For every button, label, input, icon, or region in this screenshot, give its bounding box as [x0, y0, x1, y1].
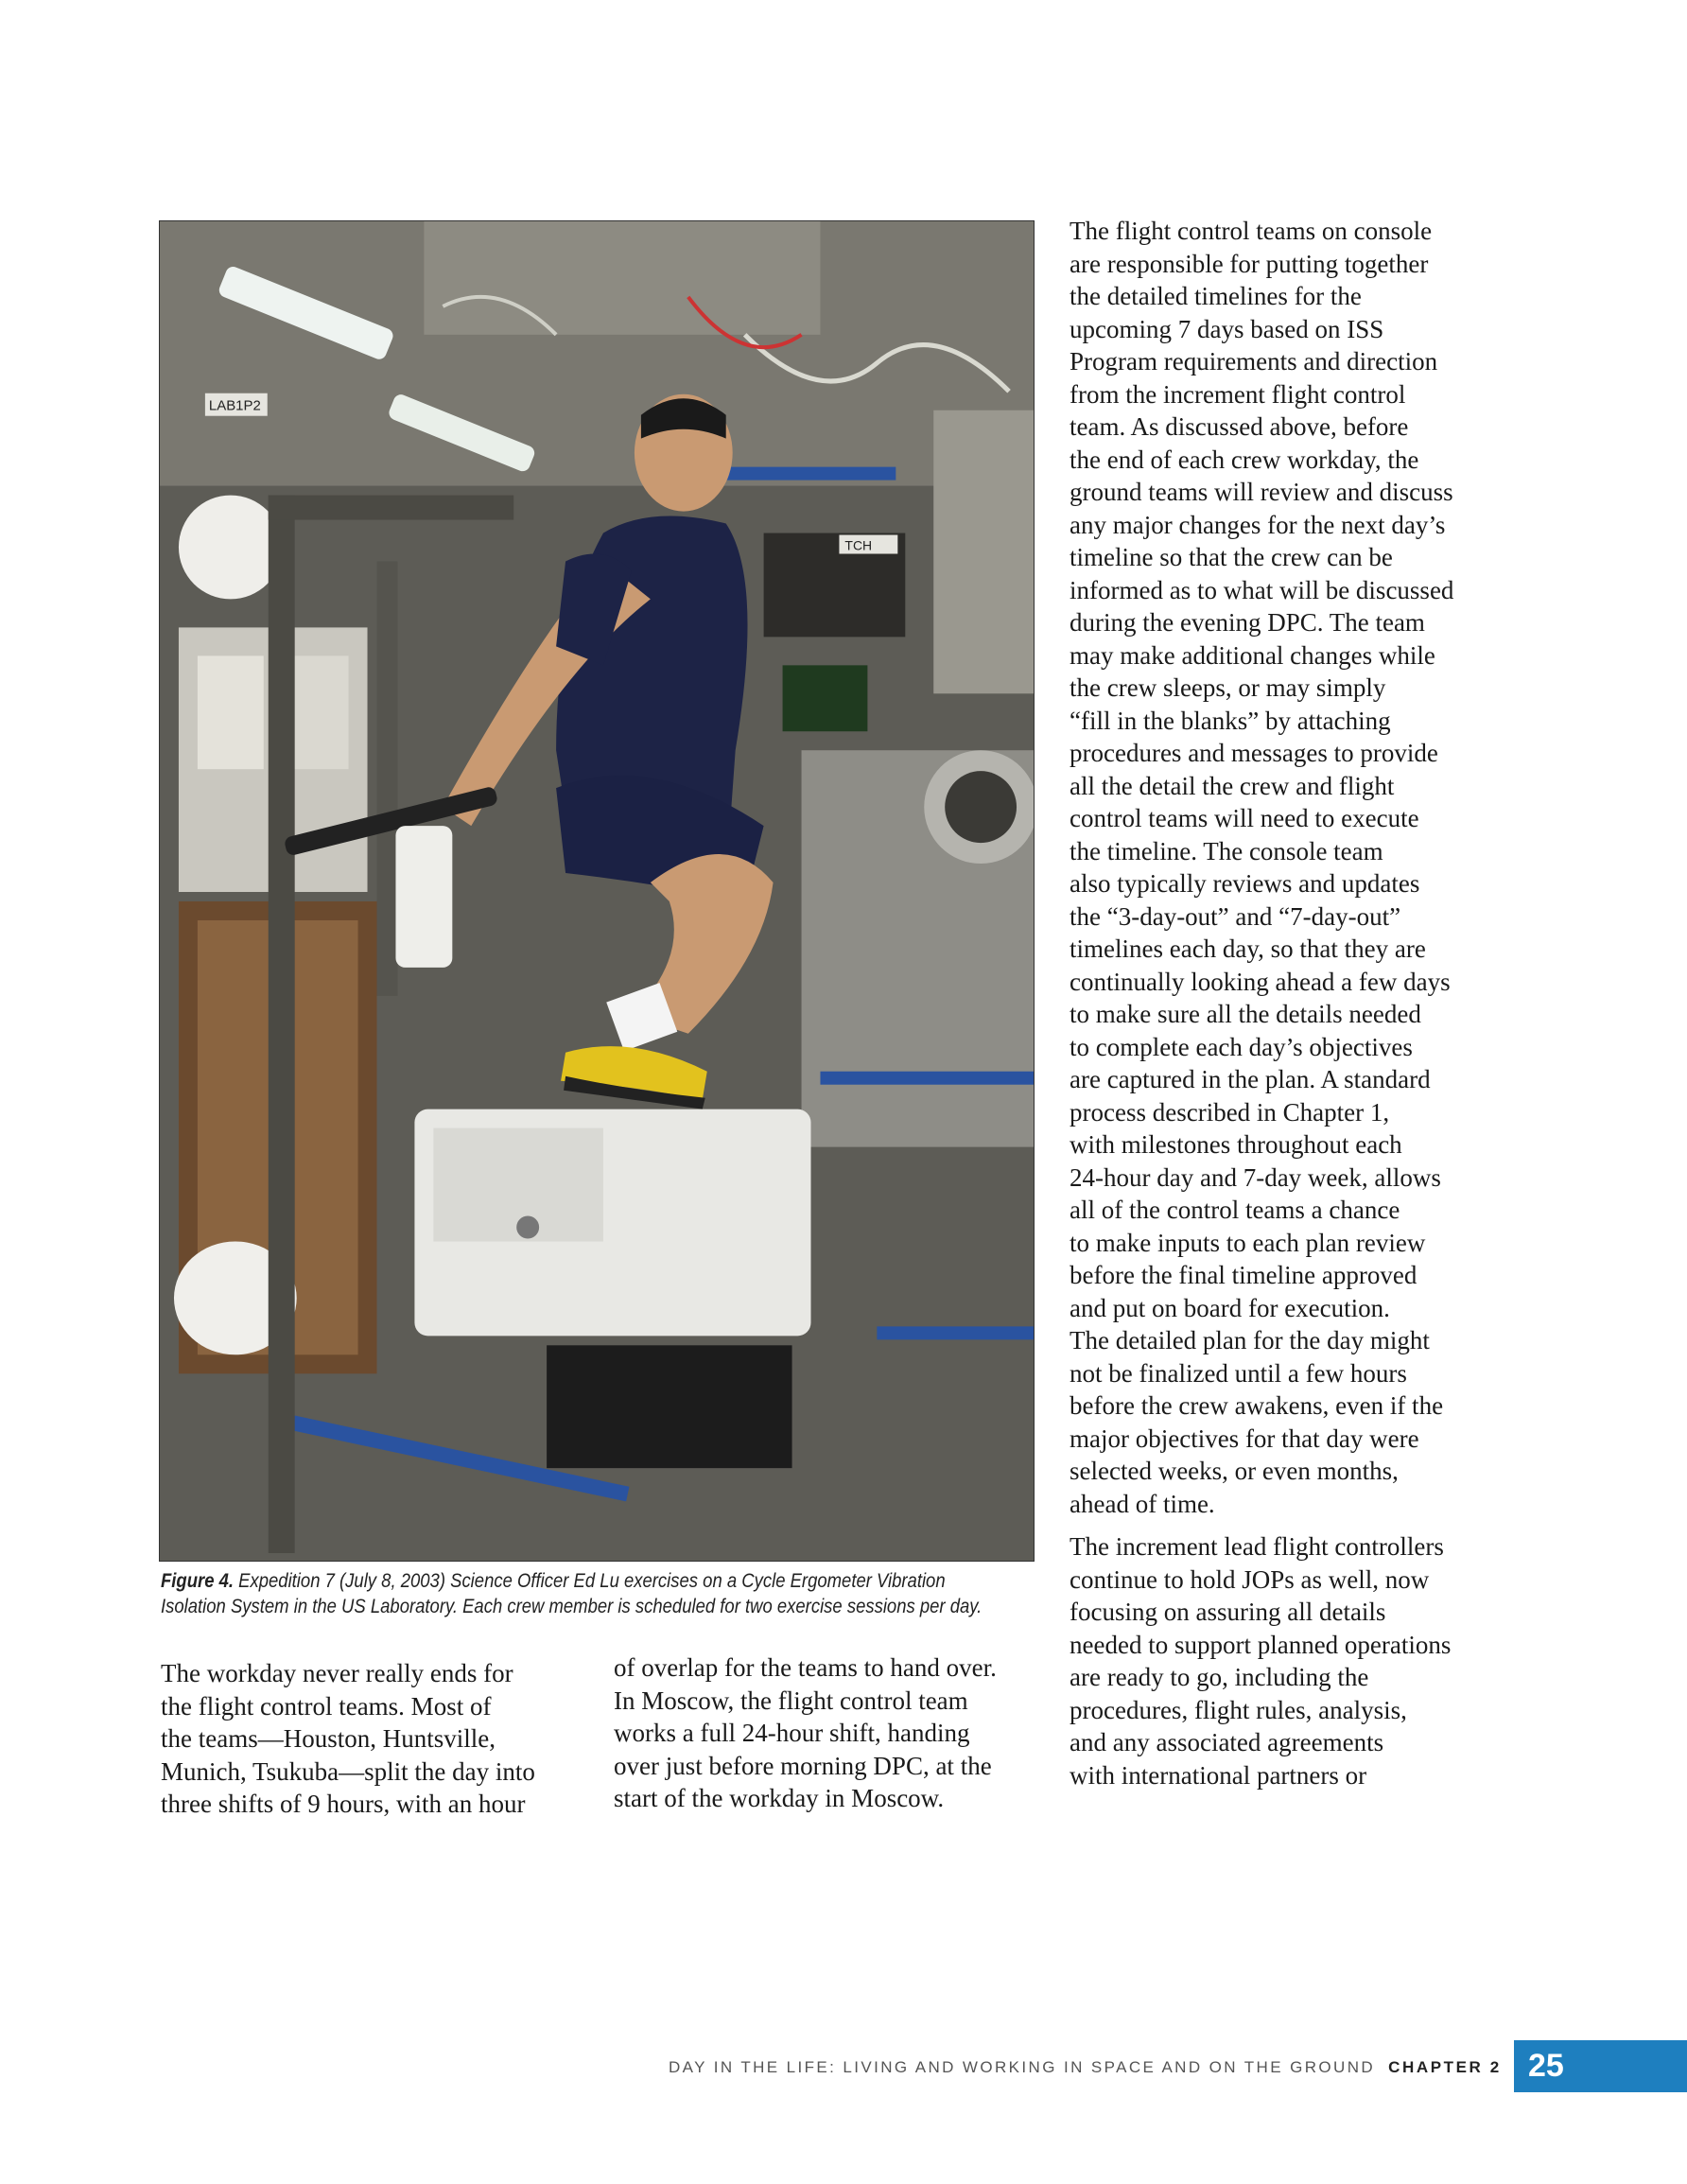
text-line: may make additional changes while [1070, 640, 1435, 670]
astronaut-cycle-ergometer-image [160, 221, 1034, 1561]
text-line: over just before morning DPC, at the [614, 1751, 992, 1780]
text-line: control teams will need to execute [1070, 804, 1419, 832]
text-line: of overlap for the teams to hand over. [614, 1653, 997, 1682]
text-line: timelines each day, so that they are [1070, 935, 1426, 963]
text-line: needed to support planned operations [1070, 1630, 1452, 1659]
chapter-label: CHAPTER 2 [1388, 2058, 1502, 2076]
text-line: “fill in the blanks” by attaching [1070, 706, 1391, 735]
text-line: also typically reviews and updates [1070, 869, 1420, 898]
caption-line-2: Isolation System in the US Laboratory. Each crew member is scheduled for two exercise sessions per day. [161, 1596, 983, 1617]
text-line: team. As discussed above, before [1070, 412, 1409, 441]
text-line: the teams—Houston, Huntsville, [161, 1724, 496, 1753]
text-line: with international partners or [1070, 1760, 1367, 1790]
text-line: start of the workday in Moscow. [614, 1784, 945, 1812]
paragraph [161, 1657, 577, 1821]
text-line: to make inputs to each plan review [1070, 1228, 1426, 1257]
text-line: 24-hour day and 7-day week, allows [1070, 1162, 1441, 1192]
photo-label-rack: TCH [844, 537, 873, 553]
text-line: the “3-day-out” and “7-day-out” [1070, 901, 1401, 931]
figure-photo [159, 220, 1035, 1562]
page-number-tab [1514, 2040, 1687, 2092]
text-line: and put on board for execution. [1070, 1293, 1390, 1322]
text-line: the flight control teams. Most of [161, 1691, 492, 1721]
text-line: procedures and messages to provide [1070, 739, 1438, 767]
caption-line-1: Expedition 7 (July 8, 2003) Science Officer Ed Lu exercises on a Cycle Ergometer Vibration [238, 1570, 946, 1592]
text-line: are captured in the plan. A standard [1070, 1065, 1431, 1093]
text-line: all of the control teams a chance [1070, 1196, 1400, 1224]
paragraph-increment-leads [1070, 1530, 1504, 1791]
paragraph-console-teams [1070, 215, 1504, 1520]
text-line: procedures, flight rules, analysis, [1070, 1695, 1407, 1724]
text-line: any major changes for the next day’s [1070, 510, 1446, 539]
figure-caption [161, 1568, 1043, 1619]
page-number: 25 [1528, 2048, 1564, 2084]
text-line: from the increment flight control [1070, 379, 1406, 409]
text-line: during the evening DPC. The team [1070, 608, 1425, 637]
photo-label-panel: LAB1P2 [208, 397, 261, 414]
body-column-3 [1070, 215, 1504, 1802]
text-line: focusing on assuring all details [1070, 1598, 1386, 1626]
text-line: three shifts of 9 hours, with an hour [161, 1790, 526, 1818]
text-line: The detailed plan for the day might [1070, 1326, 1430, 1354]
text-line: Program requirements and direction [1070, 347, 1438, 376]
text-line: the end of each crew workday, the [1070, 445, 1419, 474]
body-column-2 [614, 1651, 1039, 1815]
text-line: The flight control teams on console [1070, 217, 1433, 245]
figure-label: Figure 4. [161, 1570, 235, 1592]
text-line: continue to hold JOPs as well, now [1070, 1564, 1430, 1594]
text-line: selected weeks, or even months, [1070, 1457, 1399, 1485]
text-line: to make sure all the details needed [1070, 1000, 1421, 1028]
text-line: all the detail the crew and flight [1070, 771, 1395, 800]
text-line: are ready to go, including the [1070, 1663, 1369, 1691]
text-line: process described in Chapter 1, [1070, 1097, 1390, 1127]
paragraph [614, 1651, 1039, 1815]
text-line: and any associated agreements [1070, 1728, 1384, 1756]
text-line: upcoming 7 days based on ISS [1070, 314, 1384, 343]
text-line: The workday never really ends for [161, 1659, 513, 1687]
running-footer [669, 2058, 1502, 2077]
running-title: DAY IN THE LIFE: LIVING AND WORKING IN SPACE AND ON THE GROUND [669, 2058, 1376, 2076]
text-line: before the final timeline approved [1070, 1261, 1417, 1289]
body-column-1 [161, 1657, 577, 1821]
text-line: with milestones throughout each [1070, 1130, 1402, 1159]
text-line: In Moscow, the flight control team [614, 1686, 968, 1715]
text-line: major objectives for that day were [1070, 1424, 1419, 1453]
text-line: are responsible for putting together [1070, 249, 1429, 278]
text-line: before the crew awakens, even if the [1070, 1391, 1444, 1420]
text-line: the detailed timelines for the [1070, 282, 1362, 310]
text-line: the crew sleeps, or may simply [1070, 673, 1386, 702]
text-line: the timeline. The console team [1070, 836, 1383, 865]
text-line: not be finalized until a few hours [1070, 1358, 1407, 1388]
text-line: ahead of time. [1070, 1489, 1215, 1518]
text-line: The increment lead flight controllers [1070, 1532, 1444, 1561]
text-line: continually looking ahead a few days [1070, 967, 1451, 996]
text-line: works a full 24-hour shift, handing [614, 1719, 970, 1747]
text-line: ground teams will review and discuss [1070, 478, 1453, 506]
text-line: informed as to what will be discussed [1070, 575, 1454, 604]
text-line: timeline so that the crew can be [1070, 543, 1393, 571]
text-line: Munich, Tsukuba—split the day into [161, 1756, 535, 1786]
text-line: to complete each day’s objectives [1070, 1032, 1413, 1061]
